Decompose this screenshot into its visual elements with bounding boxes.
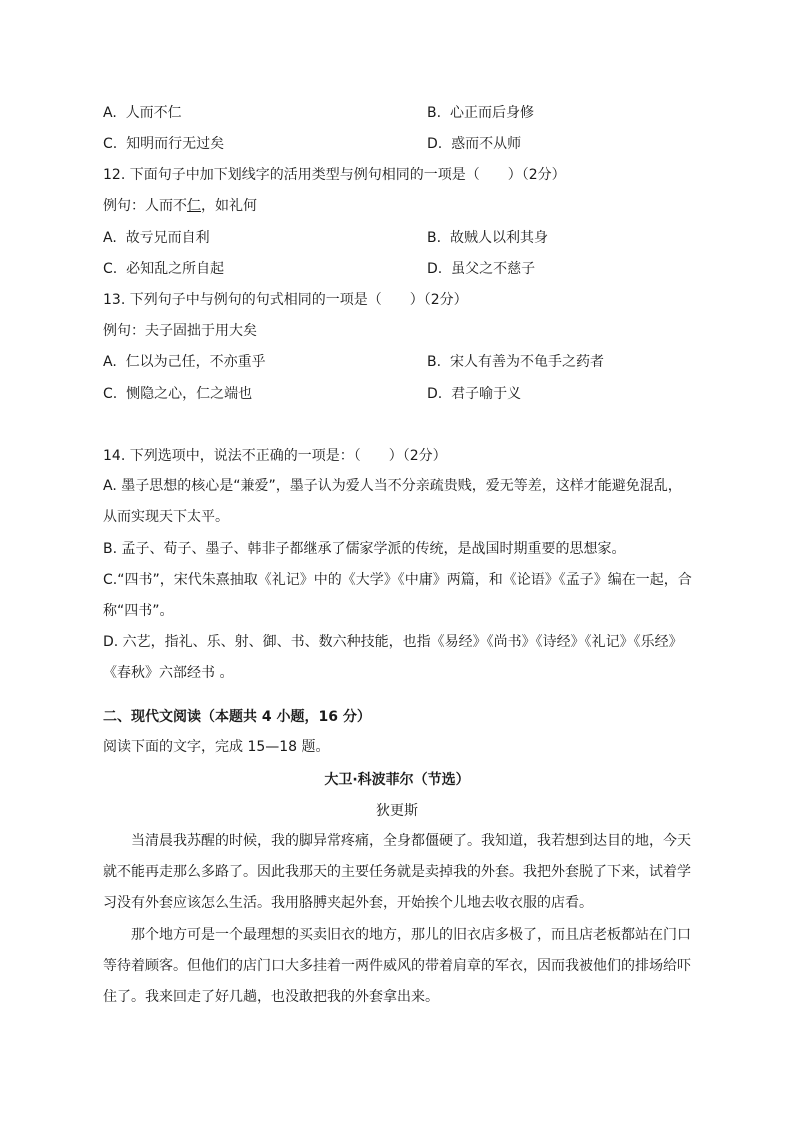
passage-title: 大卫·科波菲尔（节选） — [324, 772, 470, 788]
q12-stem: 12. 下面句子中加下划线字的活用类型与例句相同的一项是（ ）（2分） — [103, 167, 566, 183]
passage-paragraph-2: 那个地方可是一个最理想的买卖旧衣的地方，那儿的旧衣店多极了，而且店老板都站在门口等待着顾客。但他们的店门口大多挂着一两件威风的带着肩章的军衣，因而我被他们的排场给吓住了。我来回走了好几趟，也没敢把我的外套拿出来。 — [103, 927, 691, 1005]
q14-option-d: D. 六艺，指礼、乐、射、御、书、数六种技能，也指《易经》《尚书》《诗经》《礼记》《乐经》《春秋》六部经书 。 — [103, 634, 683, 681]
q13-option-d: D. 君子喻于义 — [427, 386, 522, 402]
q12-example: 例句：人而不仁，如礼何 — [103, 198, 257, 214]
q14-option-a: A. 墨子思想的核心是“兼爱”，墨子认为爱人当不分亲疏贵贱，爱无等差，这样才能避免混乱，从而实现天下太平。 — [103, 478, 682, 525]
q13-option-c: C. 恻隐之心，仁之端也 — [103, 386, 253, 402]
q12-option-c: C. 必知乱之所自起 — [103, 261, 225, 277]
q11-option-d: D. 惑而不从师 — [427, 136, 522, 152]
q14-stem: 14. 下列选项中，说法不正确的一项是：（ ）（2分） — [103, 448, 447, 464]
reading-instruction: 阅读下面的文字，完成 15—18 题。 — [103, 739, 330, 755]
q12-option-d: D. 虽父之不慈子 — [427, 261, 536, 277]
passage-paragraph-1: 当清晨我苏醒的时候，我的脚异常疼痛，全身都僵硬了。我知道，我若想到达目的地，今天就不能再走那么多路了。因此我那天的主要任务就是卖掉我的外套。我把外套脱了下来，试着学习没有外套应该怎么生活。我用胳膊夹起外套，开始挨个儿地去收衣服的店看。 — [103, 833, 691, 911]
q14-option-b: B. 孟子、荀子、墨子、韩非子都继承了儒家学派的传统，是战国时期重要的思想家。 — [103, 541, 626, 557]
q11-option-b: B. 心正而后身修 — [427, 105, 534, 121]
passage-author: 狄更斯 — [376, 803, 418, 819]
q13-example: 例句：夫子固拙于用大矣 — [103, 323, 257, 339]
q14-option-c: C.“四书”，宋代朱熹抽取《礼记》中的《大学》《中庸》两篇，和《论语》《孟子》编在一起，合称“四书”。 — [103, 572, 692, 619]
section-heading: 二、现代文阅读（本题共 4 小题，16 分） — [103, 709, 371, 725]
q13-stem: 13. 下列句子中与例句的句式相同的一项是（ ）（2分） — [103, 292, 468, 308]
q11-option-a: A. 人而不仁 — [103, 105, 182, 121]
q12-option-b: B. 故贼人以利其身 — [427, 230, 548, 246]
q11-option-c: C. 知明而行无过矣 — [103, 136, 225, 152]
q13-option-b: B. 宋人有善为不龟手之药者 — [427, 354, 604, 370]
q13-option-a: A. 仁以为己任，不亦重乎 — [103, 354, 266, 370]
q12-option-a: A. 故亏兄而自利 — [103, 230, 210, 246]
